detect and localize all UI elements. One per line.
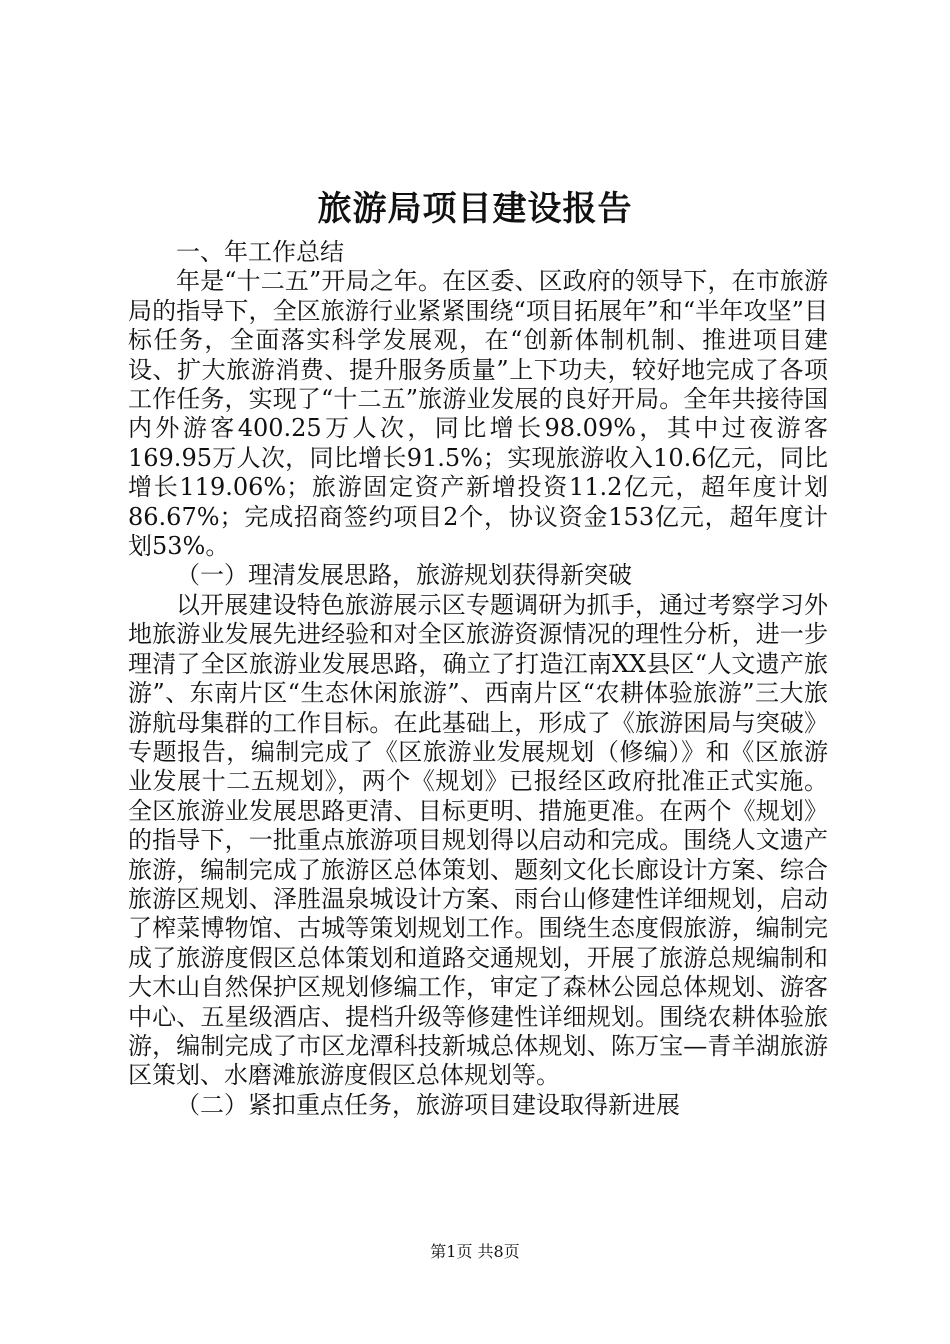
section-heading: 一、年工作总结 — [176, 238, 344, 266]
body-paragraph: 年是“十二五”开局之年。在区委、区政府的领导下，在市旅游局的指导下，全区旅游行业紧紧围绕“项目拓展年”和“半年攻坚”目标任务，全面落实科学发展观，在“创新体制机制、推进项目建设、扩大旅游消费、提升服务质量”上下功夫，较好地完成了各项工作任务，实现了“十二五”旅游业发展的良好开局。全年共接待国内外游客400.25万人次，同比增长98.09%，其中过夜游客169.95万人次，同比增长91.5%；实现旅游收入10.6亿元，同比增长119.06%；旅游固定资产新增投资11.2亿元，超年度计划86.67%；完成招商签约项目2个，协议资金153亿元，超年度计划53%。 — [128, 267, 828, 561]
subsection-heading: （一）理清发展思路，旅游规划获得新突破 — [176, 561, 632, 590]
document-title: 旅游局项目建设报告 — [317, 189, 633, 229]
body-paragraph: 以开展建设特色旅游展示区专题调研为抓手，通过考察学习外地旅游业发展先进经验和对全区旅游资源情况的理性分析，进一步理清了全区旅游业发展思路，确立了打造江南XX县区“人文遗产旅游”、东南片区“生态休闲旅游”、西南片区“农耕体验旅游”三大旅游航母集群的工作目标。在此基础上，形成了《旅游困局与突破》专题报告，编制完成了《区旅游业发展规划（修编）》和《区旅游业发展十二五规划》，两个《规划》已报经区政府批准正式实施。全区旅游业发展思路更清、目标更明、措施更准。在两个《规划》的指导下，一批重点旅游项目规划得以启动和完成。围绕人文遗产旅游，编制完成了旅游区总体策划、题刻文化长廊设计方案、综合旅游区规划、泽胜温泉城设计方案、雨台山修建性详细规划，启动了榨菜博物馆、古城等策划规划工作。围绕生态度假旅游，编制完成了旅游度假区总体策划和道路交通规划，开展了旅游总规编制和大木山自然保护区规划修编工作，审定了森林公园总体规划、游客中心、五星级酒店、提档升级等修建性详细规划。围绕农耕体验旅游，编制完成了市区龙潭科技新城总体规划、陈万宝—青羊湖旅游区策划、水磨滩旅游度假区总体规划等。 — [128, 590, 828, 1090]
page-footer: 第1页 共8页 — [430, 1242, 520, 1261]
document-body — [128, 238, 828, 1120]
subsection-heading: （二）紧扣重点任务，旅游项目建设取得新进展 — [176, 1090, 680, 1119]
